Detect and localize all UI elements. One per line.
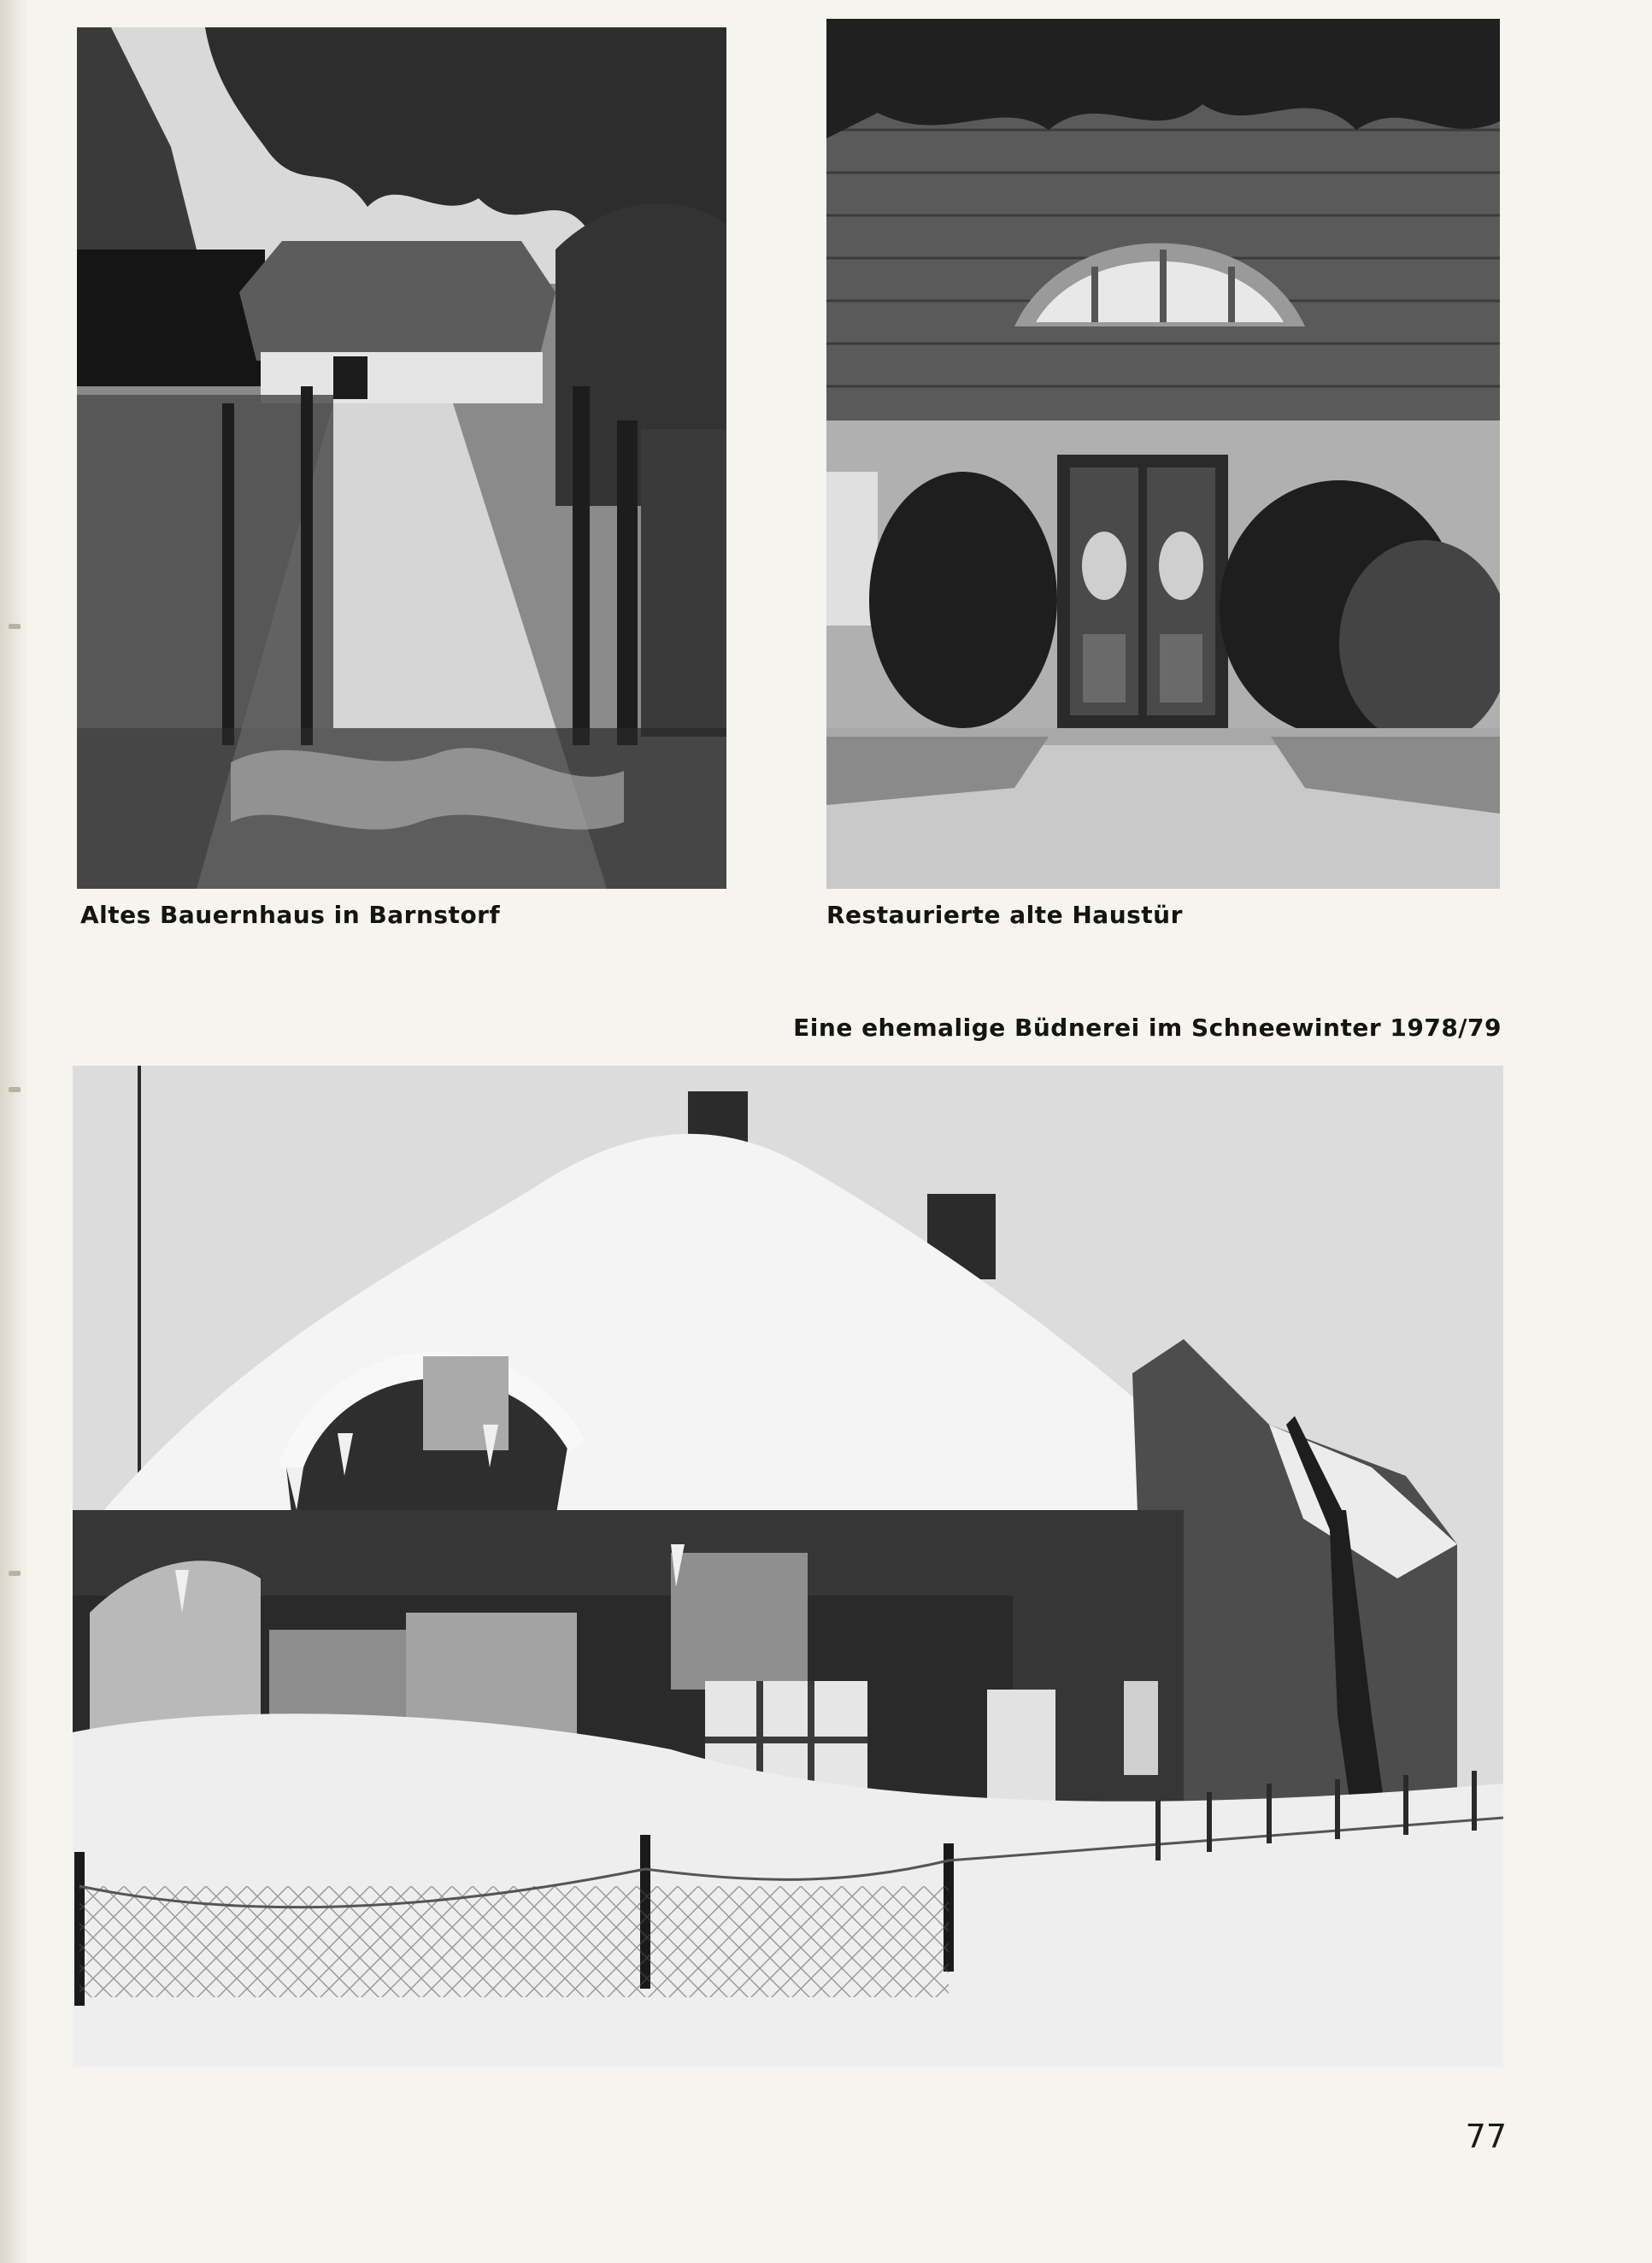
photo-restored-door-image xyxy=(826,19,1500,889)
photo-old-farmhouse-image xyxy=(77,27,726,889)
photo-caption-3: Eine ehemalige Büdnerei im Schneewinter 1978/79 xyxy=(793,1014,1502,1042)
photo-caption-1: Altes Bauernhaus in Barnstorf xyxy=(80,901,501,929)
binding-mark xyxy=(9,1087,21,1092)
photo-snow-house xyxy=(73,1066,1503,2067)
page-binding-edge xyxy=(0,0,29,2263)
photo-snow-house-image xyxy=(73,1066,1503,2067)
binding-mark xyxy=(9,1571,21,1576)
photo-old-farmhouse xyxy=(77,27,726,889)
page-number: 77 xyxy=(1465,2118,1507,2155)
photo-caption-2: Restaurierte alte Haustür xyxy=(826,901,1183,929)
photo-restored-door xyxy=(826,19,1500,889)
binding-mark xyxy=(9,624,21,629)
